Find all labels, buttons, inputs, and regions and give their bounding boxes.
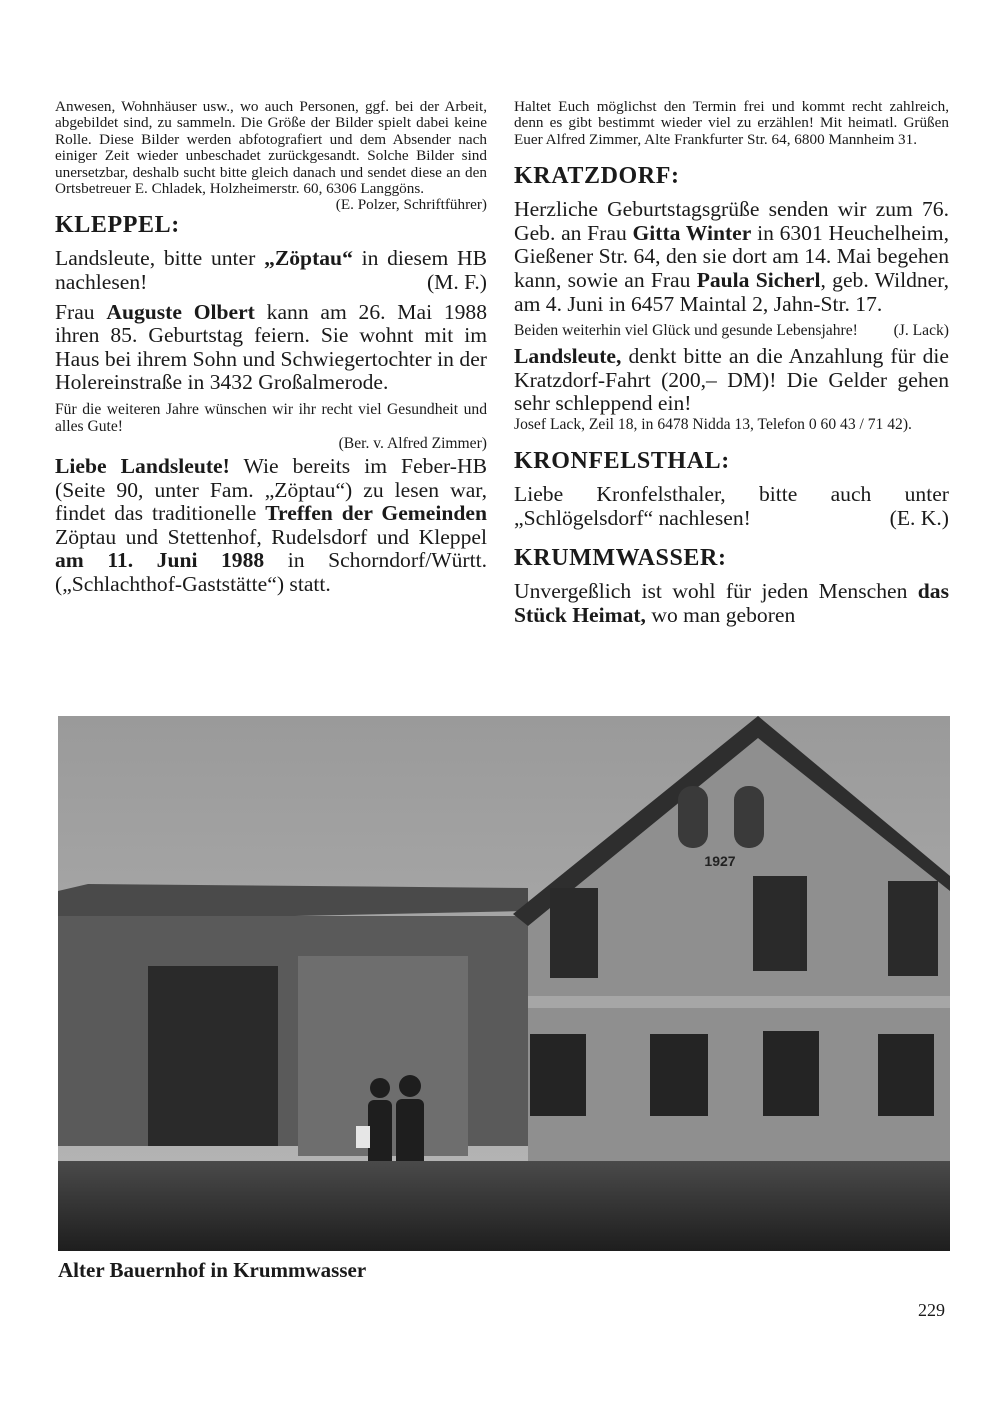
right-intro-paragraph: Haltet Euch möglichst den Termin frei und kommt recht zahlreich, denn es gibt bestimmt wieder viel zu erzählen! Mit heimatl. Grüßen Euer Alfred Zimmer, Alte Frankfurter Str. 64, 6800 Mannheim 31. [514, 98, 949, 148]
kleppel-paragraph-4: Liebe Landsleute! Wie bereits im Feber-HB (Seite 90, unter Fam. „Zöptau“) zu lesen war, findet das traditionelle Treffen der Gemeinden Zöptau und Stettenhof, Rudelsdorf und Kleppel am 11. Juni 1988 in Schorndorf/Württ. („Schlachthof-Gaststätte“) statt. [55, 454, 487, 596]
right-column [514, 99, 949, 627]
kratzdorf-paragraph-3: Landsleute, denkt bitte an die Anzahlung für die Kratzdorf-Fahrt (200,– DM)! Die Gelder gehen sehr schleppend ein! [514, 344, 949, 416]
barn-door [148, 966, 278, 1146]
lower-window-2 [650, 1034, 708, 1116]
kleppel-paragraph-2: Frau Auguste Olbert kann am 26. Mai 1988 ihren 85. Geburtstag feiern. Sie wohnt mit im Haus bei ihrem Sohn und Schwiegertochter in der Holereinstraße in 3432 Großalmerode. [55, 299, 488, 395]
upper-window-1 [550, 888, 598, 978]
kratzdorf-paragraph-4: Josef Lack, Zeil 18, in 6478 Nidda 13, Telefon 0 60 43 / 71 42). [514, 415, 912, 433]
page-number: 229 [918, 1300, 945, 1320]
upper-window-2 [753, 876, 807, 971]
kleppel-signature-1: (M. F.) [426, 270, 487, 295]
farmhouse-photo [58, 716, 950, 1251]
kronfelsthal-signature: (E. K.) [889, 505, 949, 530]
gable-window-left [678, 786, 708, 848]
kratzdorf-paragraph-1: Herzliche Geburtstagsgrüße senden wir zum 76. Geb. an Frau Gitta Winter in 6301 Heuchelheim, Gießener Str. 64, den sie dort am 14. Mai begehen kann, sowie an Frau Paula Sicherl, geb. Wildner, am 4. Juni in 6457 Maintal 2, Jahn-Str. 17. [514, 197, 949, 316]
ground [58, 1161, 950, 1251]
kleppel-paragraph-1: Landsleute, bitte unter „Zöptau“ in diesem HB nachlesen! (M. F.) [55, 246, 488, 295]
photo-caption: Alter Bauernhof in Krummwasser [58, 1258, 367, 1282]
farmhouse-illustration [58, 716, 950, 1251]
kleppel-signature-3: (Ber. v. Alfred Zimmer) [338, 435, 487, 452]
upper-window-3 [888, 881, 938, 976]
section-heading-kleppel: KLEPPEL: [55, 212, 180, 239]
intro-signature: (E. Polzer, Schriftführer) [335, 196, 487, 214]
kratzdorf-signature: (J. Lack) [893, 322, 949, 340]
intro-paragraph: Anwesen, Wohnhäuser usw., wo auch Personen, ggf. bei der Arbeit, abgebildet sind, zu sammeln. Die Größe der Bilder spielt dabei keine Rolle. Diese Bilder werden abfotografiert und dem Absender nach einiger Zeit wieder unbeschadet zurückgesandt. Solche Bilder sind unersetzbar, deshalb sucht bitte gleich danach und sendet diese an den Ortsbetreuer E. Chladek, Holzheimerstr. 60, 6306 Langgöns. (E. Polzer, Schriftführer) [55, 98, 487, 214]
section-heading-kratzdorf: KRATZDORF: [514, 163, 680, 190]
section-heading-kronfelsthal: KRONFELSTHAL: [514, 447, 730, 474]
section-heading-krummwasser: KRUMMWASSER: [514, 545, 727, 572]
gable-year: 1927 [704, 853, 736, 869]
left-column [55, 99, 487, 597]
lower-window-4 [878, 1034, 934, 1116]
gable-window-right [734, 786, 764, 848]
lower-window-1 [530, 1034, 586, 1116]
krummwasser-paragraph: Unvergeßlich ist wohl für jeden Menschen das Stück Heimat, wo man geboren [514, 579, 949, 627]
kleppel-paragraph-3: Für die weiteren Jahre wünschen wir ihr recht viel Gesundheit und alles Gute! (Ber. v. Alfred Zimmer) [55, 401, 487, 452]
kratzdorf-paragraph-2: Beiden weiterhin viel Glück und gesunde Lebensjahre! (J. Lack) [514, 322, 949, 340]
lower-window-3 [763, 1031, 819, 1116]
kronfelsthal-paragraph: Liebe Kronfelsthaler, bitte auch unter „Schlögelsdorf“ nachlesen! (E. K.) [514, 481, 949, 530]
